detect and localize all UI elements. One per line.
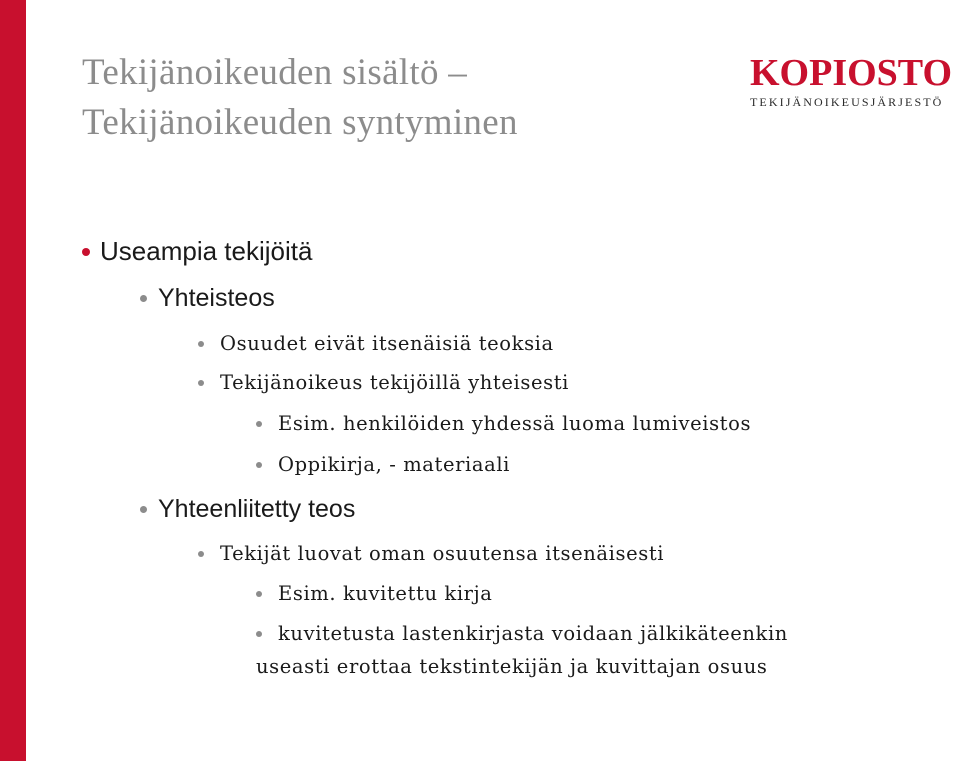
bullet-item	[140, 494, 355, 524]
bullet-text: Osuudet eivät itsenäisiä teoksia	[220, 332, 554, 355]
logo-name: KOPIOSTO	[750, 52, 953, 94]
bullet-dot-icon	[256, 421, 262, 427]
bullet-dot-icon	[140, 506, 147, 513]
bullet-item	[198, 541, 664, 567]
bullet-item	[198, 370, 569, 396]
slide-title-line-1: Tekijänoikeuden sisältö –	[82, 52, 468, 93]
bullet-dot-icon	[140, 295, 147, 302]
logo-tagline: TEKIJÄNOIKEUSJÄRJESTÖ	[750, 95, 944, 109]
bullet-dot-icon	[198, 380, 204, 386]
bullet-text: useasti erottaa tekstintekijän ja kuvittajan osuus	[256, 655, 768, 678]
bullet-text: Esim. henkilöiden yhdessä luoma lumiveistos	[278, 412, 752, 435]
bullet-text: Tekijät luovat oman osuutensa itsenäisesti	[220, 542, 665, 565]
bullet-text: Esim. kuvitettu kirja	[278, 582, 493, 605]
bullet-dot-icon	[256, 631, 262, 637]
bullet-dot-icon	[82, 248, 90, 256]
bullet-text: Tekijänoikeus tekijöillä yhteisesti	[220, 371, 569, 394]
bullet-item	[82, 236, 312, 266]
slide-title	[82, 48, 518, 148]
kopiosto-logo	[750, 54, 956, 110]
bullet-item	[256, 581, 492, 607]
bullet-item	[256, 452, 510, 478]
bullet-item	[140, 283, 275, 313]
bullet-dot-icon	[198, 341, 204, 347]
slide-title-line-2: Tekijänoikeuden syntyminen	[82, 102, 518, 143]
bullet-text: Useampia tekijöitä	[100, 236, 313, 266]
bullet-dot-icon	[198, 551, 204, 557]
bullet-dot-icon	[256, 591, 262, 597]
bullet-item	[256, 411, 751, 437]
bullet-text: Yhteisteos	[158, 284, 275, 312]
bullet-text: kuvitetusta lastenkirjasta voidaan jälkikäteenkin	[278, 622, 788, 645]
bullet-text: Oppikirja, - materiaali	[278, 453, 510, 476]
bullet-text-continuation	[256, 654, 768, 680]
bullet-dot-icon	[256, 462, 262, 468]
bullet-item	[198, 331, 554, 357]
bullet-text: Yhteenliitetty teos	[158, 495, 356, 523]
bullet-item	[256, 621, 788, 647]
left-accent-bar	[0, 0, 26, 761]
